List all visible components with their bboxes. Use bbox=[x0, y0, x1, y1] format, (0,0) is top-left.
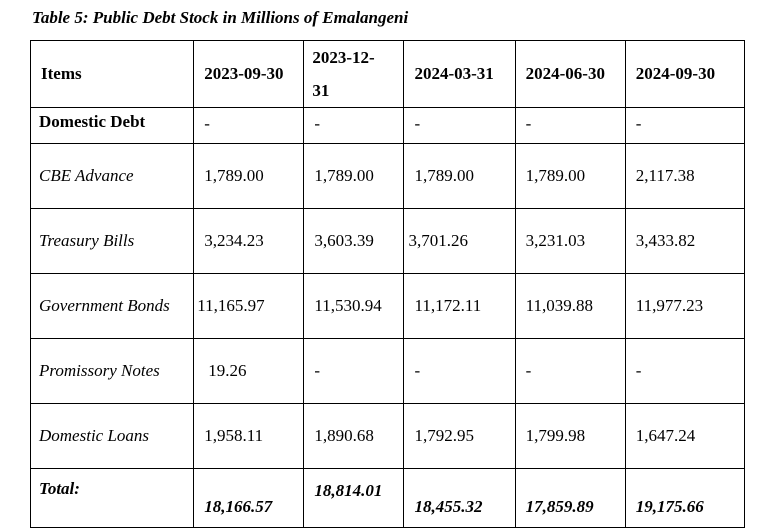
table-cell bbox=[304, 108, 404, 144]
header-row bbox=[31, 41, 745, 108]
total-value: 17,859.89 bbox=[525, 497, 594, 516]
table-caption: Table 5: Public Debt Stock in Millions of Emalangeni bbox=[32, 8, 409, 27]
header-cell bbox=[194, 41, 304, 108]
table-cell bbox=[194, 339, 304, 404]
table-cell bbox=[304, 209, 404, 274]
table-row bbox=[31, 274, 745, 339]
header-date-line2: 31 bbox=[312, 81, 330, 100]
table-cell bbox=[31, 404, 194, 469]
cell-value: - bbox=[314, 361, 321, 380]
table-cell bbox=[625, 339, 744, 404]
cell-value: - bbox=[635, 114, 642, 133]
cell-value: 1,789.00 bbox=[525, 166, 586, 185]
cell-value: - bbox=[635, 361, 642, 380]
table-cell bbox=[31, 339, 194, 404]
table-cell bbox=[194, 144, 304, 209]
cell-value: 1,792.95 bbox=[414, 426, 474, 445]
header-cell bbox=[404, 41, 515, 108]
header-cell bbox=[625, 41, 744, 108]
header-cell bbox=[515, 41, 625, 108]
cell-value: 11,165.97 bbox=[197, 296, 265, 315]
cell-value: 1,799.98 bbox=[525, 426, 586, 445]
table-cell bbox=[304, 274, 404, 339]
header-items: Items bbox=[41, 64, 82, 83]
table-cell bbox=[31, 144, 194, 209]
total-value: 19,175.66 bbox=[635, 497, 704, 516]
table-cell bbox=[194, 108, 304, 144]
cell-value: 19.26 bbox=[208, 361, 247, 380]
table-row bbox=[31, 404, 745, 469]
table-cell bbox=[304, 469, 404, 528]
table-cell bbox=[404, 108, 515, 144]
table-cell bbox=[404, 209, 515, 274]
total-row bbox=[31, 469, 745, 528]
table-cell bbox=[194, 469, 304, 528]
header-date: 2023-09-30 bbox=[204, 64, 284, 83]
header-date-line1: 2023-12- bbox=[312, 48, 375, 67]
cell-value: 3,231.03 bbox=[525, 231, 586, 250]
table-cell bbox=[515, 144, 625, 209]
cell-value: 1,789.00 bbox=[414, 166, 474, 185]
table-cell bbox=[31, 274, 194, 339]
table-cell bbox=[625, 209, 744, 274]
table-cell bbox=[31, 209, 194, 274]
cell-value: 1,789.00 bbox=[314, 166, 374, 185]
row-label: Domestic Debt bbox=[39, 112, 146, 131]
header-date: 2024-03-31 bbox=[414, 64, 494, 83]
table-cell bbox=[31, 108, 194, 144]
table-cell bbox=[304, 339, 404, 404]
total-value: 18,166.57 bbox=[204, 497, 273, 516]
total-value: 18,455.32 bbox=[414, 497, 483, 516]
header-date: 2024-06-30 bbox=[525, 64, 605, 83]
table-cell bbox=[194, 209, 304, 274]
cell-value: 1,958.11 bbox=[204, 426, 264, 445]
table-cell bbox=[404, 339, 515, 404]
public-debt-table bbox=[30, 40, 745, 528]
table-cell bbox=[625, 144, 744, 209]
row-label: Domestic Loans bbox=[39, 426, 150, 445]
cell-value: 11,039.88 bbox=[525, 296, 593, 315]
cell-value: 11,977.23 bbox=[635, 296, 704, 315]
table-cell bbox=[515, 209, 625, 274]
table-cell bbox=[515, 339, 625, 404]
table-cell bbox=[404, 469, 515, 528]
cell-value: 3,701.26 bbox=[408, 231, 468, 250]
cell-value: 1,890.68 bbox=[314, 426, 374, 445]
cell-value: - bbox=[314, 114, 321, 133]
row-label: Treasury Bills bbox=[39, 231, 135, 250]
table-cell bbox=[404, 404, 515, 469]
table-cell bbox=[625, 274, 744, 339]
table-cell bbox=[515, 274, 625, 339]
table-cell bbox=[404, 144, 515, 209]
table-cell bbox=[625, 108, 744, 144]
table-cell bbox=[625, 404, 744, 469]
header-cell bbox=[31, 41, 194, 108]
header-date: 2024-09-30 bbox=[635, 64, 716, 83]
total-value: 18,814.01 bbox=[314, 481, 383, 500]
table-cell bbox=[625, 469, 744, 528]
row-label: Promissory Notes bbox=[39, 361, 160, 380]
cell-value: 2,117.38 bbox=[635, 166, 695, 185]
cell-value: 3,603.39 bbox=[314, 231, 374, 250]
table-cell bbox=[304, 144, 404, 209]
cell-value: 3,433.82 bbox=[635, 231, 696, 250]
cell-value: - bbox=[525, 361, 532, 380]
table-row bbox=[31, 209, 745, 274]
cell-value: 3,234.23 bbox=[204, 231, 264, 250]
total-label: Total: bbox=[39, 479, 80, 498]
cell-value: 11,172.11 bbox=[414, 296, 482, 315]
cell-value: - bbox=[414, 114, 421, 133]
table-cell bbox=[515, 404, 625, 469]
table-cell bbox=[404, 274, 515, 339]
table-row bbox=[31, 144, 745, 209]
table-cell bbox=[194, 404, 304, 469]
table-cell bbox=[194, 274, 304, 339]
table-cell bbox=[515, 469, 625, 528]
table-cell bbox=[304, 404, 404, 469]
cell-value: 11,530.94 bbox=[314, 296, 382, 315]
row-label: CBE Advance bbox=[39, 166, 134, 185]
cell-value: 1,647.24 bbox=[635, 426, 696, 445]
cell-value: - bbox=[204, 114, 210, 133]
table-row bbox=[31, 339, 745, 404]
cell-value: 1,789.00 bbox=[204, 166, 264, 185]
table-cell bbox=[31, 469, 194, 528]
cell-value: - bbox=[414, 361, 421, 380]
domestic-debt-row bbox=[31, 108, 745, 144]
table-cell bbox=[515, 108, 625, 144]
header-date-wrapped bbox=[304, 41, 403, 107]
row-label: Government Bonds bbox=[39, 296, 170, 315]
header-cell bbox=[304, 41, 404, 108]
cell-value: - bbox=[525, 114, 532, 133]
